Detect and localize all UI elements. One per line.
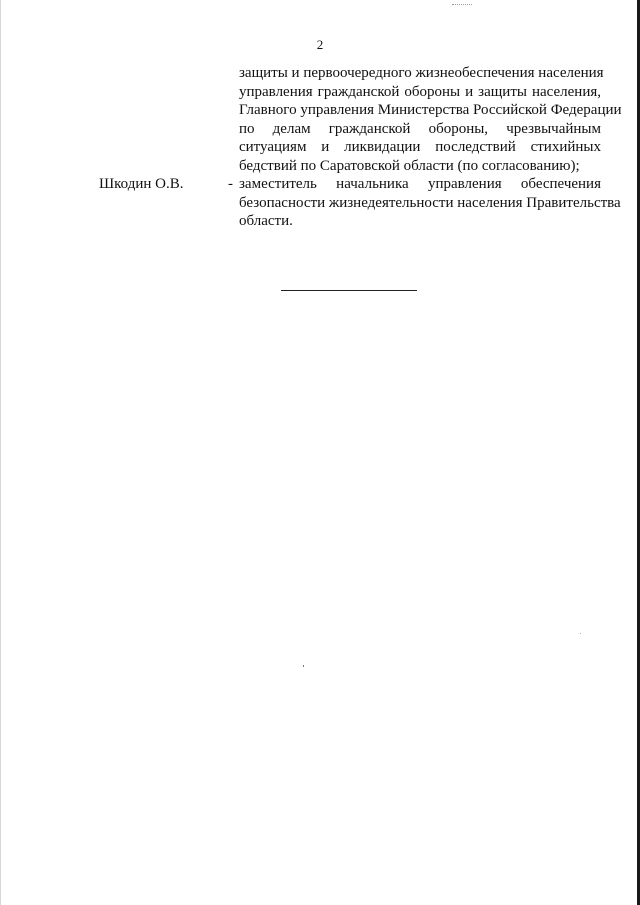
entry-2-dash: - (228, 176, 233, 192)
entry-1-line: Главного управления Министерства Российской Федерации (239, 102, 622, 118)
entry-1-line: защиты и первоочередного жизнеобеспечения населения (239, 65, 604, 81)
entry-2-description (239, 175, 621, 231)
scan-left-edge (0, 0, 1, 905)
entry-1-line: бедствий по Саратовской области (по согласованию); (239, 157, 580, 174)
entry-1-description (239, 64, 622, 175)
entry-1-line: по делам гражданской обороны, чрезвычайным (239, 120, 601, 137)
page-number: 2 (316, 37, 324, 52)
entry-1-line: ситуациям и ликвидации последствий стихийных (239, 139, 601, 155)
entry-2-name: Шкодин О.В. (99, 176, 184, 192)
entry-2-line: безопасности жизнедеятельности населения Правительства (239, 194, 621, 211)
scan-artifact (452, 0, 472, 5)
entry-2-line: области. (239, 213, 293, 229)
scan-speck (303, 665, 304, 667)
end-of-list-rule (281, 290, 417, 291)
entry-2-line: заместитель начальника управления обеспечения (239, 176, 601, 192)
entry-1-line: управления гражданской обороны и защиты населения, (239, 83, 601, 100)
scan-speck (580, 633, 581, 634)
